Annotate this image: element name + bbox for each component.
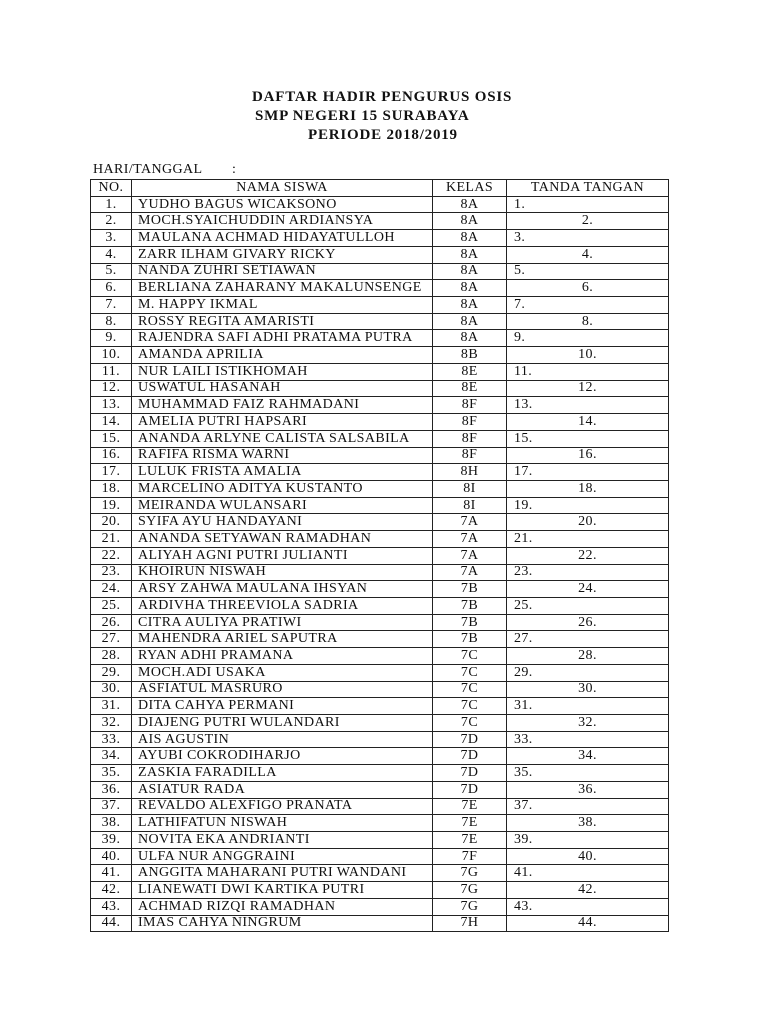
cell-no: 15. bbox=[91, 430, 132, 447]
cell-no: 5. bbox=[91, 263, 132, 280]
cell-no: 42. bbox=[91, 882, 132, 899]
school-name: SMP NEGERI 15 SURABAYA bbox=[255, 108, 470, 124]
cell-signature: 6. bbox=[507, 280, 669, 297]
cell-signature: 7. bbox=[507, 297, 669, 314]
cell-no: 22. bbox=[91, 547, 132, 564]
cell-no: 2. bbox=[91, 213, 132, 230]
cell-no: 23. bbox=[91, 564, 132, 581]
cell-class: 8A bbox=[433, 213, 507, 230]
cell-class: 7C bbox=[433, 681, 507, 698]
table-row bbox=[91, 514, 669, 531]
cell-name: ULFA NUR ANGGRAINI bbox=[132, 848, 433, 865]
cell-signature: 4. bbox=[507, 246, 669, 263]
table-row bbox=[91, 631, 669, 648]
cell-name: ANGGITA MAHARANI PUTRI WANDANI bbox=[132, 865, 433, 882]
cell-name: AYUBI COKRODIHARJO bbox=[132, 748, 433, 765]
cell-signature: 22. bbox=[507, 547, 669, 564]
cell-signature: 12. bbox=[507, 380, 669, 397]
cell-class: 7B bbox=[433, 631, 507, 648]
cell-name: CITRA AULIYA PRATIWI bbox=[132, 614, 433, 631]
cell-no: 34. bbox=[91, 748, 132, 765]
cell-signature: 30. bbox=[507, 681, 669, 698]
cell-class: 8A bbox=[433, 196, 507, 213]
cell-signature: 43. bbox=[507, 898, 669, 915]
cell-signature: 11. bbox=[507, 363, 669, 380]
table-row bbox=[91, 731, 669, 748]
table-row bbox=[91, 280, 669, 297]
cell-class: 7B bbox=[433, 597, 507, 614]
cell-class: 8A bbox=[433, 297, 507, 314]
cell-class: 7B bbox=[433, 614, 507, 631]
table-row bbox=[91, 380, 669, 397]
cell-class: 7B bbox=[433, 581, 507, 598]
cell-signature: 1. bbox=[507, 196, 669, 213]
cell-name: ALIYAH AGNI PUTRI JULIANTI bbox=[132, 547, 433, 564]
cell-no: 25. bbox=[91, 597, 132, 614]
cell-no: 19. bbox=[91, 497, 132, 514]
table-row bbox=[91, 564, 669, 581]
table-row bbox=[91, 480, 669, 497]
period-label: PERIODE 2018/2019 bbox=[308, 127, 458, 143]
cell-signature: 29. bbox=[507, 664, 669, 681]
header-name: NAMA SISWA bbox=[132, 180, 433, 197]
table-row bbox=[91, 347, 669, 364]
cell-name: MAULANA ACHMAD HIDAYATULLOH bbox=[132, 230, 433, 247]
cell-no: 35. bbox=[91, 765, 132, 782]
table-body bbox=[91, 196, 669, 932]
cell-signature: 37. bbox=[507, 798, 669, 815]
cell-no: 28. bbox=[91, 648, 132, 665]
cell-name: ANANDA SETYAWAN RAMADHAN bbox=[132, 531, 433, 548]
cell-signature: 27. bbox=[507, 631, 669, 648]
cell-signature: 16. bbox=[507, 447, 669, 464]
cell-name: NUR LAILI ISTIKHOMAH bbox=[132, 363, 433, 380]
cell-class: 8F bbox=[433, 397, 507, 414]
cell-name: MOCH.ADI USAKA bbox=[132, 664, 433, 681]
cell-signature: 26. bbox=[507, 614, 669, 631]
table-row bbox=[91, 832, 669, 849]
cell-no: 7. bbox=[91, 297, 132, 314]
table-row bbox=[91, 263, 669, 280]
cell-name: ROSSY REGITA AMARISTI bbox=[132, 313, 433, 330]
cell-name: ASFIATUL MASRURO bbox=[132, 681, 433, 698]
table-row bbox=[91, 898, 669, 915]
cell-signature: 2. bbox=[507, 213, 669, 230]
cell-signature: 13. bbox=[507, 397, 669, 414]
cell-name: AMANDA APRILIA bbox=[132, 347, 433, 364]
cell-class: 7E bbox=[433, 798, 507, 815]
cell-name: LATHIFATUN NISWAH bbox=[132, 815, 433, 832]
cell-class: 7G bbox=[433, 882, 507, 899]
table-header-row bbox=[91, 180, 669, 197]
cell-no: 9. bbox=[91, 330, 132, 347]
cell-class: 7G bbox=[433, 898, 507, 915]
cell-no: 30. bbox=[91, 681, 132, 698]
cell-signature: 33. bbox=[507, 731, 669, 748]
table-row bbox=[91, 848, 669, 865]
cell-name: YUDHO BAGUS WICAKSONO bbox=[132, 196, 433, 213]
cell-class: 8F bbox=[433, 414, 507, 431]
cell-class: 7C bbox=[433, 698, 507, 715]
table-row bbox=[91, 246, 669, 263]
cell-class: 8E bbox=[433, 380, 507, 397]
cell-class: 8A bbox=[433, 280, 507, 297]
table-row bbox=[91, 581, 669, 598]
cell-signature: 42. bbox=[507, 882, 669, 899]
table-row bbox=[91, 781, 669, 798]
table-row bbox=[91, 765, 669, 782]
cell-class: 8F bbox=[433, 447, 507, 464]
cell-name: AIS AGUSTIN bbox=[132, 731, 433, 748]
cell-signature: 44. bbox=[507, 915, 669, 932]
cell-signature: 34. bbox=[507, 748, 669, 765]
table-row bbox=[91, 497, 669, 514]
table-row bbox=[91, 815, 669, 832]
table-row bbox=[91, 915, 669, 932]
cell-name: RAFIFA RISMA WARNI bbox=[132, 447, 433, 464]
cell-class: 7D bbox=[433, 731, 507, 748]
header-class: KELAS bbox=[433, 180, 507, 197]
cell-no: 10. bbox=[91, 347, 132, 364]
table-row bbox=[91, 648, 669, 665]
table-row bbox=[91, 664, 669, 681]
table-row bbox=[91, 715, 669, 732]
cell-no: 21. bbox=[91, 531, 132, 548]
cell-class: 7A bbox=[433, 514, 507, 531]
table-row bbox=[91, 748, 669, 765]
cell-no: 37. bbox=[91, 798, 132, 815]
cell-class: 7E bbox=[433, 832, 507, 849]
cell-no: 17. bbox=[91, 464, 132, 481]
cell-no: 38. bbox=[91, 815, 132, 832]
cell-signature: 15. bbox=[507, 430, 669, 447]
cell-name: M. HAPPY IKMAL bbox=[132, 297, 433, 314]
cell-no: 44. bbox=[91, 915, 132, 932]
cell-signature: 17. bbox=[507, 464, 669, 481]
cell-signature: 25. bbox=[507, 597, 669, 614]
table-row bbox=[91, 681, 669, 698]
table-row bbox=[91, 464, 669, 481]
cell-signature: 38. bbox=[507, 815, 669, 832]
cell-no: 20. bbox=[91, 514, 132, 531]
cell-no: 11. bbox=[91, 363, 132, 380]
cell-signature: 40. bbox=[507, 848, 669, 865]
cell-name: IMAS CAHYA NINGRUM bbox=[132, 915, 433, 932]
cell-name: LIANEWATI DWI KARTIKA PUTRI bbox=[132, 882, 433, 899]
table-row bbox=[91, 547, 669, 564]
table-row bbox=[91, 798, 669, 815]
cell-name: MARCELINO ADITYA KUSTANTO bbox=[132, 480, 433, 497]
cell-name: AMELIA PUTRI HAPSARI bbox=[132, 414, 433, 431]
cell-no: 40. bbox=[91, 848, 132, 865]
table-row bbox=[91, 397, 669, 414]
cell-name: DITA CAHYA PERMANI bbox=[132, 698, 433, 715]
cell-name: DIAJENG PUTRI WULANDARI bbox=[132, 715, 433, 732]
cell-class: 8H bbox=[433, 464, 507, 481]
date-label: HARI/TANGGAL bbox=[93, 162, 203, 177]
cell-class: 7F bbox=[433, 848, 507, 865]
header-no: NO. bbox=[91, 180, 132, 197]
cell-no: 41. bbox=[91, 865, 132, 882]
cell-name: ASIATUR RADA bbox=[132, 781, 433, 798]
cell-signature: 14. bbox=[507, 414, 669, 431]
cell-class: 7D bbox=[433, 765, 507, 782]
cell-signature: 41. bbox=[507, 865, 669, 882]
table-row bbox=[91, 297, 669, 314]
cell-class: 8A bbox=[433, 330, 507, 347]
cell-no: 26. bbox=[91, 614, 132, 631]
cell-class: 7C bbox=[433, 648, 507, 665]
cell-name: MOCH.SYAICHUDDIN ARDIANSYA bbox=[132, 213, 433, 230]
cell-class: 7D bbox=[433, 748, 507, 765]
date-colon: : bbox=[232, 162, 236, 177]
cell-name: NANDA ZUHRI SETIAWAN bbox=[132, 263, 433, 280]
table-row bbox=[91, 531, 669, 548]
cell-name: ARSY ZAHWA MAULANA IHSYAN bbox=[132, 581, 433, 598]
cell-class: 7D bbox=[433, 781, 507, 798]
table-row bbox=[91, 614, 669, 631]
cell-name: MUHAMMAD FAIZ RAHMADANI bbox=[132, 397, 433, 414]
cell-no: 6. bbox=[91, 280, 132, 297]
cell-no: 36. bbox=[91, 781, 132, 798]
cell-name: ZASKIA FARADILLA bbox=[132, 765, 433, 782]
cell-class: 8B bbox=[433, 347, 507, 364]
cell-signature: 19. bbox=[507, 497, 669, 514]
cell-no: 27. bbox=[91, 631, 132, 648]
table-row bbox=[91, 230, 669, 247]
cell-name: RAJENDRA SAFI ADHI PRATAMA PUTRA bbox=[132, 330, 433, 347]
cell-class: 8A bbox=[433, 230, 507, 247]
cell-signature: 31. bbox=[507, 698, 669, 715]
cell-name: USWATUL HASANAH bbox=[132, 380, 433, 397]
cell-name: ARDIVHA THREEVIOLA SADRIA bbox=[132, 597, 433, 614]
cell-class: 7C bbox=[433, 664, 507, 681]
table-row bbox=[91, 213, 669, 230]
cell-no: 4. bbox=[91, 246, 132, 263]
cell-no: 8. bbox=[91, 313, 132, 330]
cell-signature: 20. bbox=[507, 514, 669, 531]
cell-no: 32. bbox=[91, 715, 132, 732]
cell-no: 13. bbox=[91, 397, 132, 414]
table-row bbox=[91, 196, 669, 213]
cell-name: REVALDO ALEXFIGO PRANATA bbox=[132, 798, 433, 815]
cell-no: 3. bbox=[91, 230, 132, 247]
cell-signature: 9. bbox=[507, 330, 669, 347]
cell-no: 12. bbox=[91, 380, 132, 397]
cell-name: BERLIANA ZAHARANY MAKALUNSENGE bbox=[132, 280, 433, 297]
cell-signature: 21. bbox=[507, 531, 669, 548]
cell-no: 24. bbox=[91, 581, 132, 598]
cell-no: 14. bbox=[91, 414, 132, 431]
cell-class: 8I bbox=[433, 497, 507, 514]
cell-no: 31. bbox=[91, 698, 132, 715]
cell-class: 8A bbox=[433, 313, 507, 330]
document-title: DAFTAR HADIR PENGURUS OSIS bbox=[252, 89, 513, 105]
cell-no: 1. bbox=[91, 196, 132, 213]
cell-class: 8I bbox=[433, 480, 507, 497]
cell-signature: 5. bbox=[507, 263, 669, 280]
cell-class: 8A bbox=[433, 246, 507, 263]
cell-no: 39. bbox=[91, 832, 132, 849]
cell-class: 8A bbox=[433, 263, 507, 280]
attendance-table bbox=[90, 179, 669, 932]
table-row bbox=[91, 313, 669, 330]
table-row bbox=[91, 330, 669, 347]
cell-class: 7A bbox=[433, 531, 507, 548]
cell-name: ANANDA ARLYNE CALISTA SALSABILA bbox=[132, 430, 433, 447]
cell-name: LULUK FRISTA AMALIA bbox=[132, 464, 433, 481]
table-row bbox=[91, 698, 669, 715]
cell-class: 7G bbox=[433, 865, 507, 882]
table-row bbox=[91, 430, 669, 447]
cell-class: 7A bbox=[433, 547, 507, 564]
table-row bbox=[91, 363, 669, 380]
cell-no: 16. bbox=[91, 447, 132, 464]
cell-class: 8E bbox=[433, 363, 507, 380]
cell-signature: 39. bbox=[507, 832, 669, 849]
cell-name: ZARR ILHAM GIVARY RICKY bbox=[132, 246, 433, 263]
cell-no: 43. bbox=[91, 898, 132, 915]
cell-signature: 3. bbox=[507, 230, 669, 247]
cell-no: 18. bbox=[91, 480, 132, 497]
cell-signature: 8. bbox=[507, 313, 669, 330]
cell-class: 7H bbox=[433, 915, 507, 932]
cell-signature: 24. bbox=[507, 581, 669, 598]
cell-name: MAHENDRA ARIEL SAPUTRA bbox=[132, 631, 433, 648]
table-row bbox=[91, 414, 669, 431]
cell-signature: 28. bbox=[507, 648, 669, 665]
cell-signature: 18. bbox=[507, 480, 669, 497]
cell-class: 7E bbox=[433, 815, 507, 832]
cell-signature: 10. bbox=[507, 347, 669, 364]
cell-signature: 23. bbox=[507, 564, 669, 581]
table-row bbox=[91, 882, 669, 899]
cell-signature: 32. bbox=[507, 715, 669, 732]
cell-name: MEIRANDA WULANSARI bbox=[132, 497, 433, 514]
header-signature: TANDA TANGAN bbox=[507, 180, 669, 197]
cell-name: ACHMAD RIZQI RAMADHAN bbox=[132, 898, 433, 915]
cell-signature: 35. bbox=[507, 765, 669, 782]
cell-name: SYIFA AYU HANDAYANI bbox=[132, 514, 433, 531]
cell-name: KHOIRUN NISWAH bbox=[132, 564, 433, 581]
cell-name: RYAN ADHI PRAMANA bbox=[132, 648, 433, 665]
cell-class: 7C bbox=[433, 715, 507, 732]
table-row bbox=[91, 597, 669, 614]
table-row bbox=[91, 865, 669, 882]
cell-signature: 36. bbox=[507, 781, 669, 798]
cell-name: NOVITA EKA ANDRIANTI bbox=[132, 832, 433, 849]
table-row bbox=[91, 447, 669, 464]
cell-no: 33. bbox=[91, 731, 132, 748]
cell-class: 7A bbox=[433, 564, 507, 581]
cell-class: 8F bbox=[433, 430, 507, 447]
cell-no: 29. bbox=[91, 664, 132, 681]
